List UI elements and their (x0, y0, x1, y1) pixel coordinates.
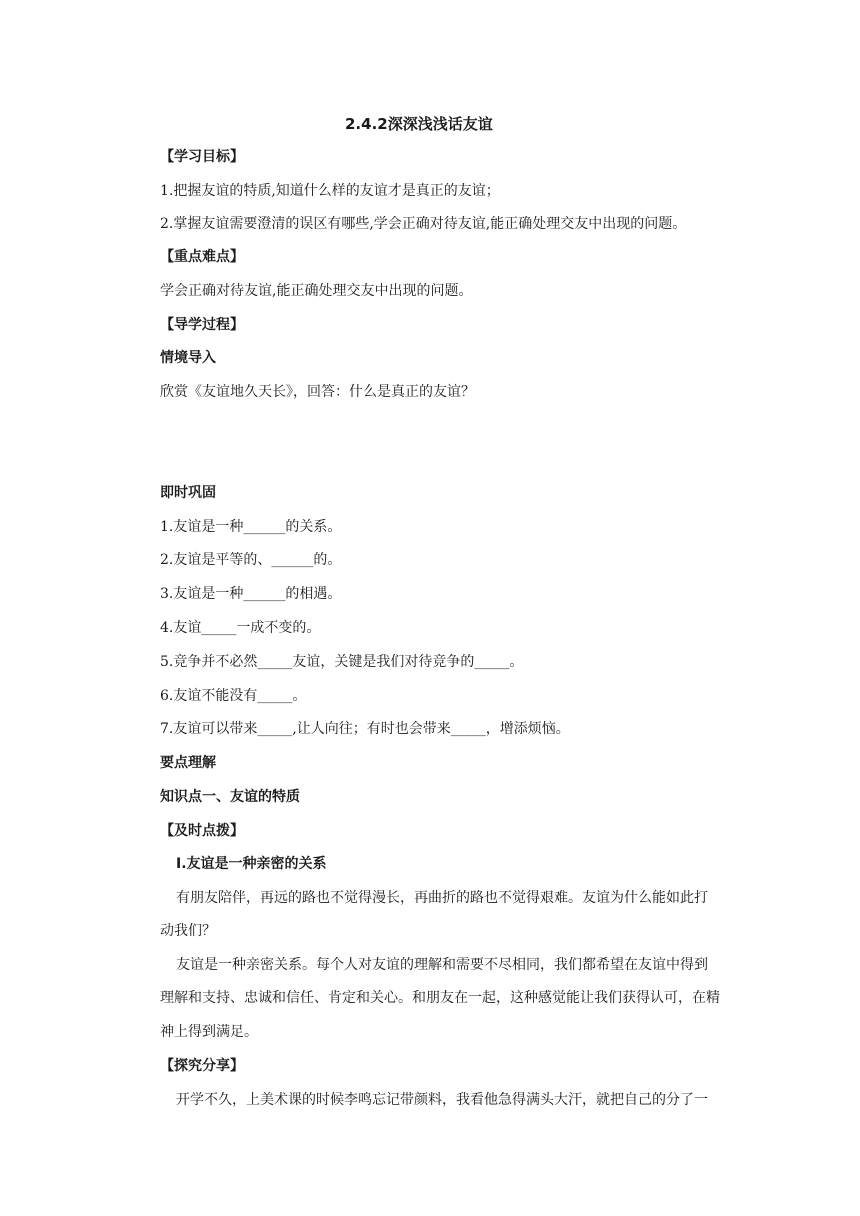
question-4: 4.友谊_____一成不变的。 (160, 620, 321, 636)
explore-share-heading: 【探究分享】 (160, 1058, 244, 1074)
question-7: 7.友谊可以带来_____,让人向往；有时也会带来_____，增添烦恼。 (160, 721, 570, 737)
question-3: 3.友谊是一种______的相遇。 (160, 586, 342, 602)
intro-heading: 情境导入 (160, 350, 216, 366)
timely-guidance-heading: 【及时点拨】 (160, 823, 244, 839)
paragraph-2-line-3: 神上得到满足。 (160, 1024, 258, 1040)
paragraph-2-line-2: 理解和支持、忠诚和信任、肯定和关心。和朋友在一起，这种感觉能让我们获得认可，在精 (160, 990, 720, 1006)
question-1: 1.友谊是一种______的关系。 (160, 519, 342, 535)
objective-1: 1.把握友谊的特质,知道什么样的友谊才是真正的友谊； (160, 183, 500, 199)
paragraph-1-line-1: 有朋友陪伴，再远的路也不觉得漫长，再曲折的路也不觉得艰难。友谊为什么能如此打 (176, 890, 708, 906)
process-heading: 【导学过程】 (160, 317, 244, 333)
paragraph-3-line-1: 开学不久，上美术课的时候李鸣忘记带颜料，我看他急得满头大汗，就把自己的分了一 (176, 1092, 708, 1108)
keypoints-text: 学会正确对待友谊,能正确处理交友中出现的问题。 (160, 283, 473, 299)
question-2: 2.友谊是平等的、______的。 (160, 552, 342, 568)
keypoints-heading: 【重点难点】 (160, 249, 244, 265)
paragraph-1-line-2: 动我们？ (160, 923, 216, 939)
intro-text: 欣赏《友谊地久天长》，回答：什么是真正的友谊？ (160, 384, 475, 400)
knowledge-point-1-heading: 知识点一、友谊的特质 (160, 789, 300, 805)
keypoint-understanding-heading: 要点理解 (160, 755, 216, 771)
point-1-heading: Ⅰ.友谊是一种亲密的关系 (176, 856, 327, 872)
page-title: 2.4.2深深浅浅话友谊 (345, 115, 493, 133)
objective-2: 2.掌握友谊需要澄清的误区有哪些,学会正确对待友谊,能正确处理交友中出现的问题。 (160, 216, 687, 232)
question-6: 6.友谊不能没有_____。 (160, 688, 307, 704)
question-5: 5.竞争并不必然_____友谊，关键是我们对待竞争的_____。 (160, 654, 524, 670)
objectives-heading: 【学习目标】 (160, 149, 244, 165)
consolidate-heading: 即时巩固 (160, 485, 216, 501)
paragraph-2-line-1: 友谊是一种亲密关系。每个人对友谊的理解和需要不尽相同，我们都希望在友谊中得到 (176, 957, 708, 973)
